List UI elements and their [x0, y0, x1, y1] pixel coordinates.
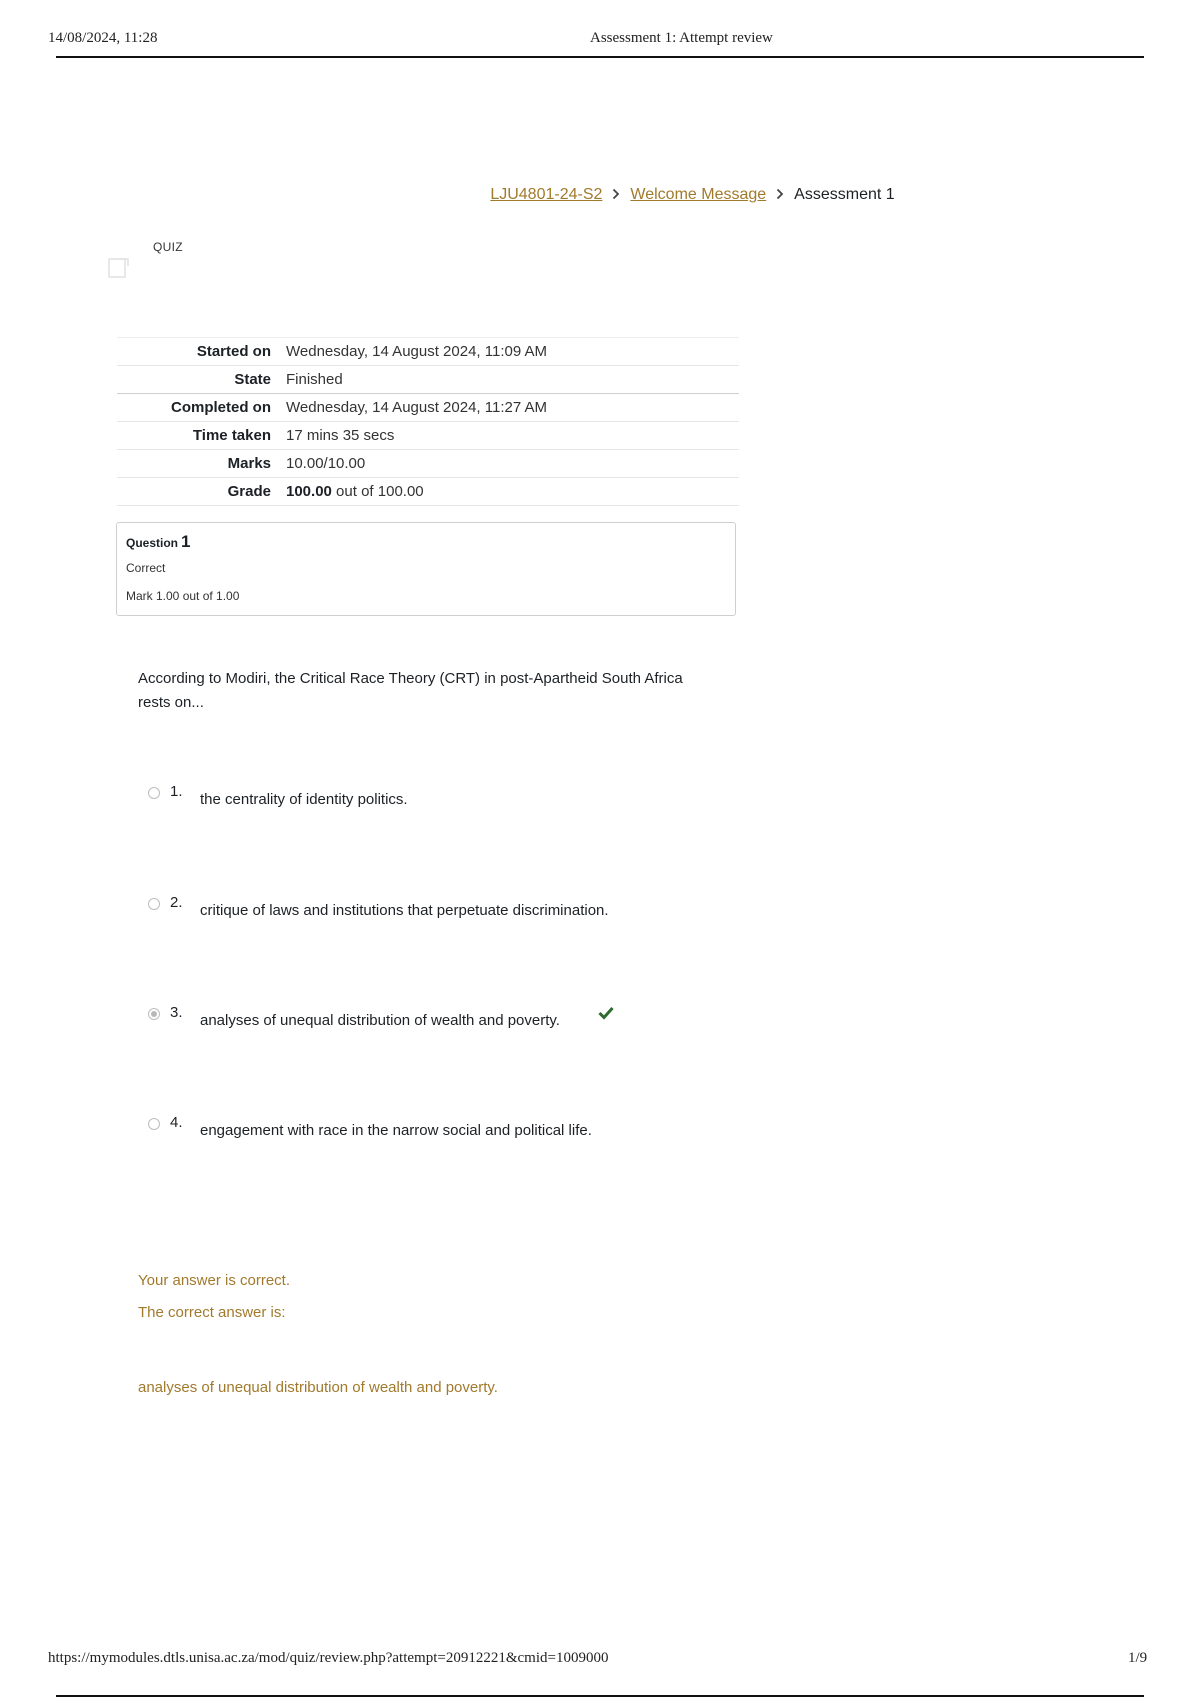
answer-radio[interactable] [148, 898, 160, 910]
summary-row-grade [117, 478, 739, 506]
question-state: Correct [126, 561, 166, 575]
answer-number: 3. [170, 1004, 183, 1021]
feedback-right-answer: analyses of unequal distribution of wealth and poverty. [138, 1379, 498, 1396]
answer-text: the centrality of identity politics. [200, 791, 408, 808]
print-datetime: 14/08/2024, 11:28 [48, 30, 158, 46]
question-text: According to Modiri, the Critical Race Theory (CRT) in post-Apartheid South Africa rests on... [138, 670, 683, 711]
feedback-right-answer-intro: The correct answer is: [138, 1304, 286, 1321]
answer-radio-selected[interactable] [148, 1008, 160, 1020]
answer-number: 2. [170, 894, 183, 911]
breadcrumb-course-link[interactable]: LJU4801-24-S2 [490, 186, 603, 203]
header-rule [56, 56, 1144, 58]
grade-out-of: out of 100.00 [331, 483, 424, 500]
summary-label: Time taken [192, 427, 271, 444]
attempt-summary-table [117, 337, 739, 506]
breadcrumb-section-link[interactable]: Welcome Message [630, 186, 767, 203]
breadcrumb-current: Assessment 1 [794, 186, 895, 203]
quiz-document-icon [108, 256, 130, 278]
breadcrumb [0, 186, 1200, 204]
summary-row-time-taken [117, 422, 739, 450]
summary-value: 17 mins 35 secs [286, 427, 395, 444]
summary-row-marks [117, 450, 739, 478]
chevron-right-icon [776, 187, 784, 204]
answer-text: critique of laws and institutions that perpetuate discrimination. [200, 902, 609, 919]
summary-row-started [117, 338, 739, 366]
summary-value [286, 478, 739, 506]
answer-number: 4. [170, 1114, 183, 1131]
summary-value: Wednesday, 14 August 2024, 11:09 AM [286, 343, 548, 360]
print-url: https://mymodules.dtls.unisa.ac.za/mod/quiz/review.php?attempt=20912221&cmid=1009000 [48, 1650, 609, 1666]
answer-number: 1. [170, 783, 183, 800]
summary-row-state [117, 366, 739, 394]
print-page-title: Assessment 1: Attempt review [590, 30, 773, 46]
answer-text: engagement with race in the narrow social and political life. [200, 1122, 592, 1139]
check-icon [598, 1006, 614, 1020]
question-info-box [116, 522, 736, 616]
summary-label: Marks [227, 455, 271, 472]
answer-radio[interactable] [148, 1118, 160, 1130]
grade-score: 100.00 [286, 483, 332, 500]
question-mark: Mark 1.00 out of 1.00 [126, 589, 240, 603]
chevron-right-icon [612, 187, 620, 204]
print-page-number: 1/9 [1128, 1650, 1148, 1666]
answer-text: analyses of unequal distribution of wealth and poverty. [200, 1012, 560, 1029]
summary-label: State [234, 371, 271, 388]
question-label: Question [126, 536, 179, 550]
question-number-value: 1 [181, 532, 191, 551]
summary-row-completed [117, 394, 739, 422]
summary-label: Completed on [171, 399, 271, 416]
summary-label: Started on [196, 343, 271, 360]
activity-type-label: QUIZ [153, 240, 183, 254]
summary-value: Wednesday, 14 August 2024, 11:27 AM [286, 399, 548, 416]
summary-label: Grade [227, 483, 271, 500]
feedback-specific: Your answer is correct. [138, 1272, 291, 1289]
footer-rule [56, 1695, 1144, 1697]
answer-radio[interactable] [148, 787, 160, 799]
summary-value: 10.00/10.00 [286, 455, 366, 472]
summary-value: Finished [286, 371, 343, 388]
question-number [126, 532, 190, 552]
